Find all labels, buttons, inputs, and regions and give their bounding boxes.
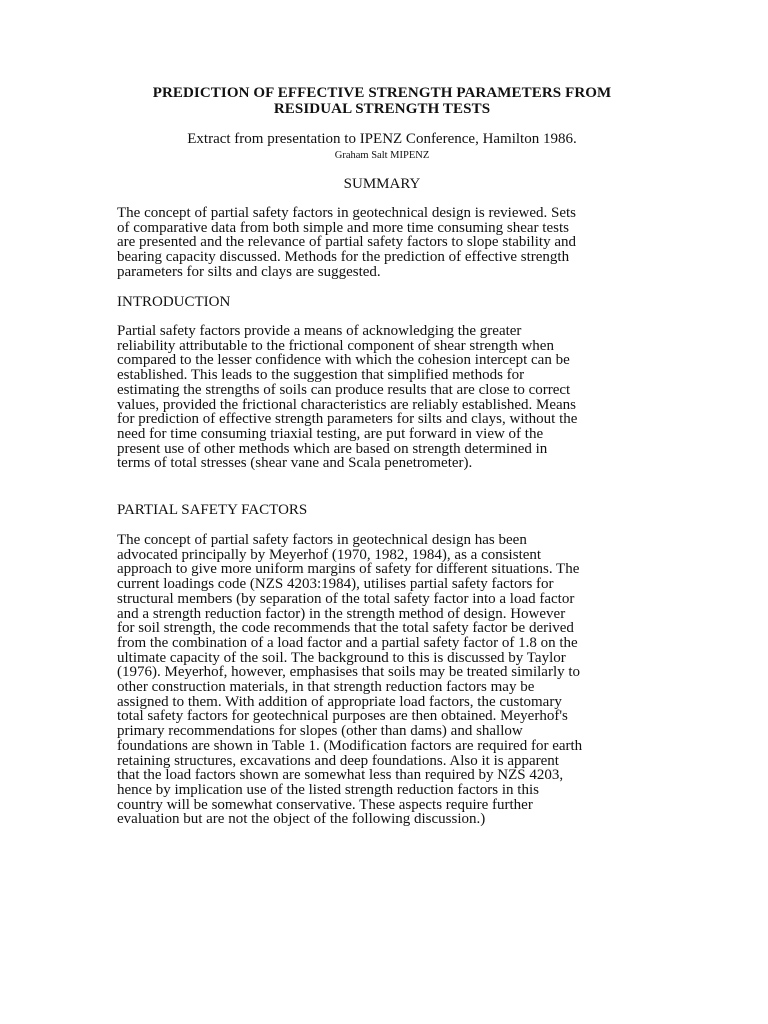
- paragraph-line: parameters for silts and clays are suggested.: [117, 263, 381, 280]
- paragraph-line: that the load factors shown are somewhat less than required by NZS 4203,: [117, 767, 564, 784]
- paragraph-line: Partial safety factors provide a means of acknowledging the greater: [117, 323, 522, 339]
- paragraph-line: other construction materials, in that strength reduction factors may be: [117, 679, 535, 696]
- introduction-paragraph: [117, 324, 653, 471]
- document-title: [117, 85, 647, 117]
- paragraph-line: estimating the strengths of soils can produce results that are close to correct: [117, 381, 571, 398]
- paragraph-line: total safety factors for geotechnical purposes are then obtained. Meyerhof's: [117, 708, 568, 725]
- paragraph-line: are presented and the relevance of partial safety factors to slope stability and: [117, 234, 576, 251]
- partial-safety-factors-heading: PARTIAL SAFETY FACTORS: [117, 502, 308, 518]
- summary-heading: SUMMARY: [343, 176, 421, 192]
- paragraph-line: from the combination of a load factor and a partial safety factor of 1.8 on the: [117, 634, 578, 651]
- paragraph-line: country will be somewhat conservative. These aspects require further: [117, 796, 533, 813]
- paragraph-line: advocated principally by Meyerhof (1970, 1982, 1984), as a consistent: [117, 546, 542, 563]
- paragraph-line: current loadings code (NZS 4203:1984), utilises partial safety factors for: [117, 576, 554, 593]
- paragraph-line: bearing capacity discussed. Methods for the prediction of effective strength: [117, 249, 570, 266]
- paragraph-line: need for time consuming triaxial testing, are put forward in view of the: [117, 425, 544, 442]
- author-line: Graham Salt MIPENZ: [334, 150, 430, 161]
- paragraph-line: of comparative data from both simple and more time consuming shear tests: [117, 219, 569, 236]
- paragraph-line: ultimate capacity of the soil. The background to this is discussed by Taylor: [117, 649, 566, 666]
- paragraph-line: and a strength reduction factor) in the strength method of design. However: [117, 605, 566, 622]
- paragraph-line: retaining structures, excavations and deep foundations. Also it is apparent: [117, 752, 559, 769]
- paragraph-line: compared to the lesser confidence with which the cohesion intercept can be: [117, 352, 570, 369]
- paragraph-line: hence by implication use of the listed strength reduction factors in this: [117, 781, 539, 798]
- paragraph-line: structural members (by separation of the total safety factor into a load factor: [117, 590, 575, 607]
- paragraph-line: present use of other methods which are based on strength determined in: [117, 440, 548, 457]
- partial-safety-factors-paragraph: [117, 533, 653, 827]
- paragraph-line: (1976). Meyerhof, however, emphasises that soils may be treated similarly to: [117, 664, 581, 681]
- paragraph-line: reliability attributable to the frictional component of shear strength when: [117, 337, 554, 354]
- paragraph-line: foundations are shown in Table 1. (Modification factors are required for earth: [117, 737, 583, 754]
- paragraph-line: terms of total stresses (shear vane and Scala penetrometer).: [117, 455, 473, 472]
- paragraph-line: primary recommendations for slopes (other than dams) and shallow: [117, 723, 523, 740]
- paragraph-line: for prediction of effective strength parameters for silts and clays, without the: [117, 411, 578, 428]
- paragraph-line: for soil strength, the code recommends that the total safety factor be derived: [117, 620, 574, 637]
- document-title-line-1: PREDICTION OF EFFECTIVE STRENGTH PARAMETERS FROM: [152, 85, 612, 101]
- introduction-heading: INTRODUCTION: [117, 294, 231, 310]
- paragraph-line: assigned to them. With addition of appropriate load factors, the customary: [117, 693, 562, 710]
- extract-note: Extract from presentation to IPENZ Conference, Hamilton 1986.: [187, 131, 577, 147]
- document-title-line-2: RESIDUAL STRENGTH TESTS: [273, 101, 491, 117]
- summary-paragraph: [117, 206, 653, 280]
- paragraph-line: established. This leads to the suggestion that simplified methods for: [117, 367, 525, 384]
- paragraph-line: values, provided the frictional characteristics are reliably established. Means: [117, 396, 576, 413]
- paragraph-line: The concept of partial safety factors in geotechnical design has been: [117, 532, 527, 548]
- paragraph-line: approach to give more uniform margins of safety for different situations. The: [117, 561, 580, 578]
- paragraph-line: The concept of partial safety factors in geotechnical design is reviewed. Sets: [117, 205, 576, 221]
- paragraph-line: evaluation but are not the object of the following discussion.): [117, 811, 486, 828]
